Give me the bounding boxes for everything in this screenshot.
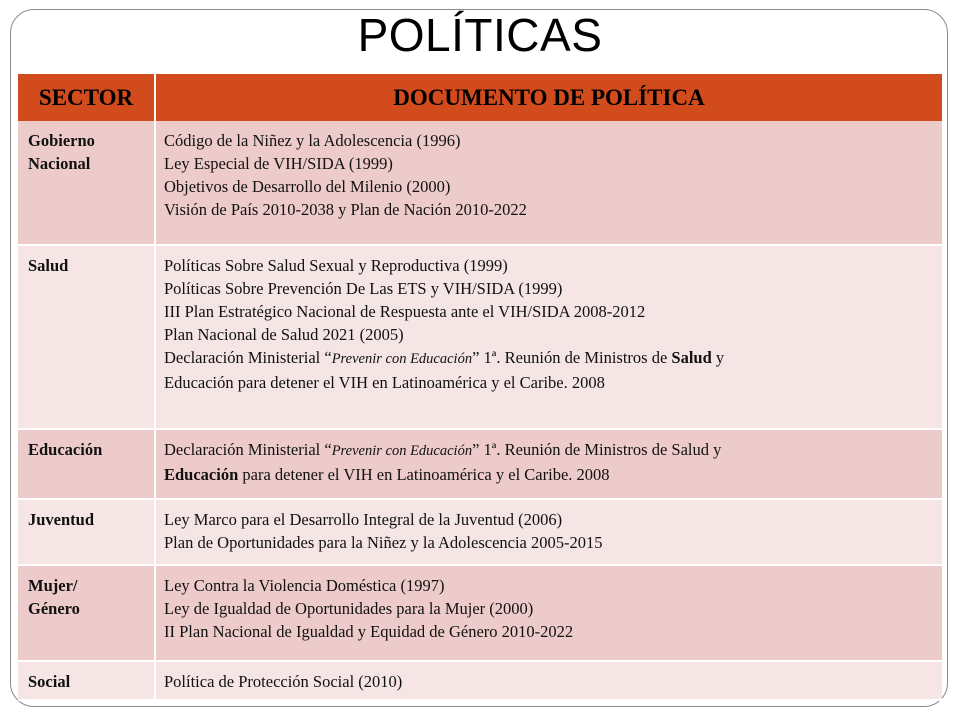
sector-cell [18, 245, 155, 429]
table-row [18, 499, 942, 565]
declaration-prefix: Declaración Ministerial “ [164, 440, 332, 459]
declaration-line [164, 346, 936, 371]
declaration-bold: Educación [164, 465, 239, 484]
document-line: Visión de País 2010-2038 y Plan de Nación 2010-2022 [164, 200, 527, 219]
table-row [18, 245, 942, 429]
document-cell [155, 429, 942, 499]
document-line: Ley de Igualdad de Oportunidades para la Mujer (2000) [164, 599, 534, 618]
sector-label: Social [28, 672, 71, 691]
document-cell [155, 661, 942, 700]
document-cell [155, 499, 942, 565]
declaration-bold: Salud [671, 348, 712, 367]
declaration-line2: para detener el VIH en Latinoamérica y el Caribe. 2008 [238, 465, 610, 484]
document-line: Ley Especial de VIH/SIDA (1999) [164, 154, 393, 173]
table-row [18, 661, 942, 700]
sector-label: Gobierno [28, 131, 95, 150]
document-line: Objetivos de Desarrollo del Milenio (2000) [164, 177, 451, 196]
declaration-middle: ” 1ª. Reunión de Ministros de Salud y [472, 440, 722, 459]
header-sector: SECTOR [18, 74, 155, 121]
sector-cell [18, 429, 155, 499]
slide-title: POLÍTICAS [357, 9, 603, 61]
declaration-prefix: Declaración Ministerial “ [164, 348, 332, 367]
document-line: Política de Protección Social (2010) [164, 672, 403, 691]
document-line: Código de la Niñez y la Adolescencia (1996) [164, 131, 461, 150]
sector-label: Juventud [28, 510, 95, 529]
document-cell [155, 245, 942, 429]
document-line: Ley Contra la Violencia Doméstica (1997) [164, 576, 445, 595]
document-cell [155, 565, 942, 661]
sector-label: Género [28, 599, 80, 618]
sector-label: Nacional [28, 154, 91, 173]
table-row [18, 565, 942, 661]
sector-cell [18, 565, 155, 661]
document-line: Ley Marco para el Desarrollo Integral de la Juventud (2006) [164, 510, 563, 529]
sector-cell [18, 499, 155, 565]
declaration-italic: Prevenir con Educación [331, 351, 473, 367]
declaration-line [164, 438, 936, 463]
document-line: II Plan Nacional de Igualdad y Equidad de Género 2010-2022 [164, 622, 574, 641]
declaration-line: Educación para detener el VIH en Latinoamérica y el Caribe. 2008 [164, 373, 605, 392]
sector-label: Salud [28, 256, 69, 275]
declaration-suffix: y [711, 348, 725, 367]
sector-cell [18, 661, 155, 700]
sector-label: Mujer/ [28, 576, 78, 595]
table-header-row [18, 74, 942, 121]
declaration-line [164, 463, 936, 486]
document-line: Plan de Oportunidades para la Niñez y la Adolescencia 2005-2015 [164, 533, 603, 552]
declaration-middle: ” 1ª. Reunión de Ministros de [472, 348, 672, 367]
document-line: Políticas Sobre Prevención De Las ETS y VIH/SIDA (1999) [164, 279, 563, 298]
document-cell [155, 121, 942, 245]
declaration-italic: Prevenir con Educación [331, 443, 473, 459]
document-line: Plan Nacional de Salud 2021 (2005) [164, 325, 404, 344]
header-document: DOCUMENTO DE POLÍTICA [155, 74, 942, 121]
table-row [18, 121, 942, 245]
sector-cell [18, 121, 155, 245]
document-line: III Plan Estratégico Nacional de Respuesta ante el VIH/SIDA 2008-2012 [164, 302, 646, 321]
policy-table [18, 74, 942, 701]
sector-label: Educación [28, 440, 103, 459]
document-line: Políticas Sobre Salud Sexual y Reproductiva (1999) [164, 256, 508, 275]
table-row [18, 429, 942, 499]
